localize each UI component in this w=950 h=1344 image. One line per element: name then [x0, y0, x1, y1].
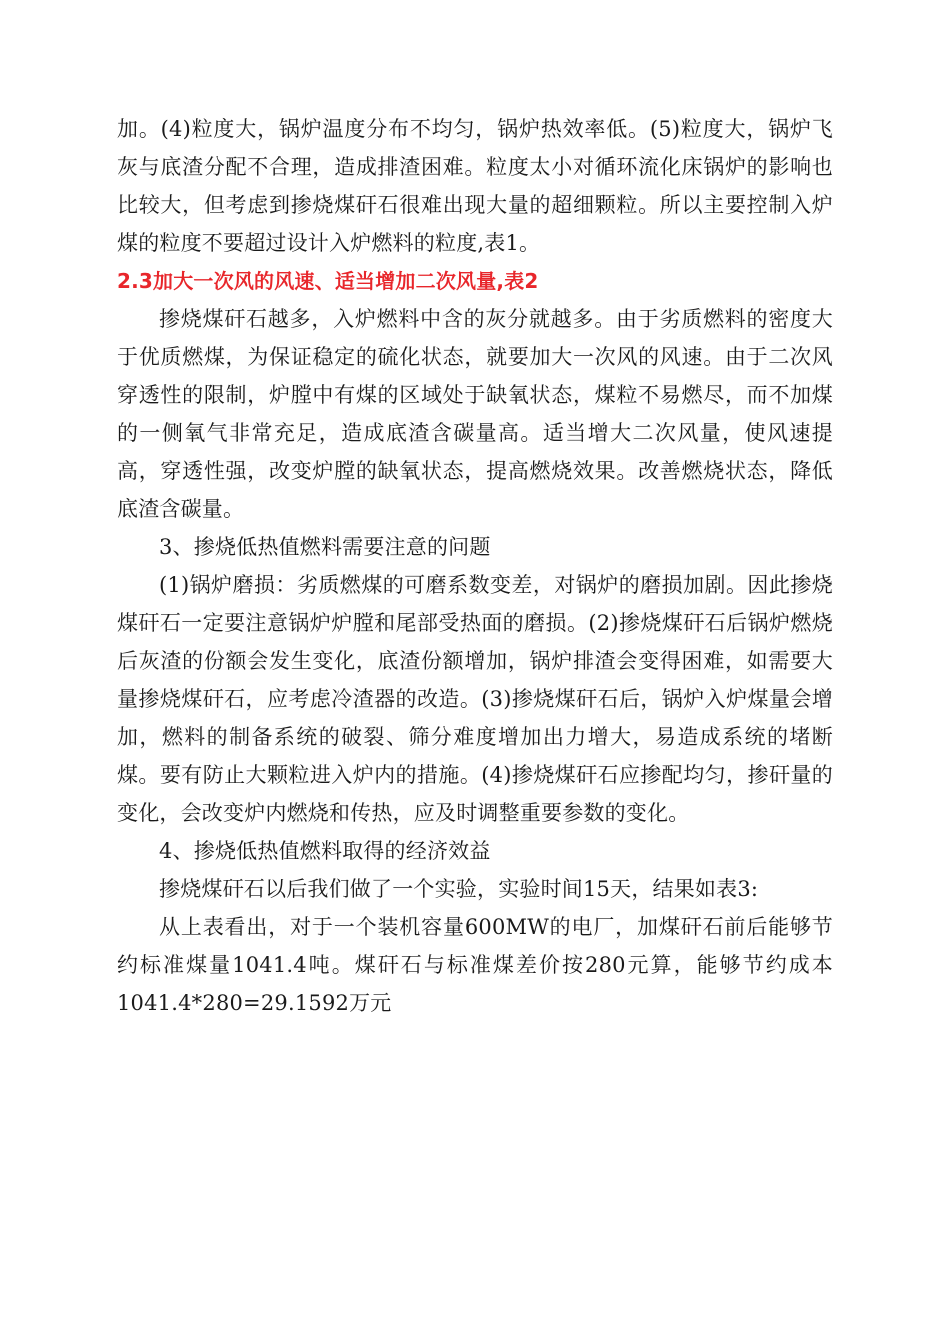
subsection-heading-2-3: 2.3加大一次风的风速、适当增加二次风量,表2 [117, 269, 539, 293]
paragraph-air-speed: 掺烧煤矸石越多，入炉燃料中含的灰分就越多。由于劣质燃料的密度大于优质燃煤，为保证稳定的硫化状态，就要加大一次风的风速。由于二次风穿透性的限制，炉膛中有煤的区域处于缺氧状态，煤粒不易燃尽，而不加煤的一侧氧气非常充足，造成底渣含碳量高。适当增大二次风量，使风速提高，穿透性强，改变炉膛的缺氧状态，提高燃烧效果。改善燃烧状态，降低底渣含碳量。 [117, 307, 833, 521]
paragraph-economic-result: 从上表看出，对于一个装机容量600MW的电厂，加煤矸石前后能够节约标准煤量1041.4吨。煤矸石与标准煤差价按280元算，能够节约成本1041.4*280=29.1592万元 [117, 915, 833, 1015]
paragraph-granularity-continued: 加。(4)粒度大，锅炉温度分布不均匀，锅炉热效率低。(5)粒度大，锅炉飞灰与底渣分配不合理，造成排渣困难。粒度太小对循环流化床锅炉的影响也比较大，但考虑到掺烧煤矸石很难出现大量的超细颗粒。所以主要控制入炉煤的粒度不要超过设计入炉燃料的粒度,表1。 [117, 117, 833, 255]
paragraph-issues: (1)锅炉磨损：劣质燃煤的可磨系数变差，对锅炉的磨损加剧。因此掺烧煤矸石一定要注意锅炉炉膛和尾部受热面的磨损。(2)掺烧煤矸石后锅炉燃烧后灰渣的份额会发生变化，底渣份额增加，锅炉排渣会变得困难，如需要大量掺烧煤矸石，应考虑冷渣器的改造。(3)掺烧煤矸石后，锅炉入炉煤量会增加，燃料的制备系统的破裂、筛分难度增加出力增大，易造成系统的堵断煤。要有防止大颗粒进入炉内的措施。(4)掺烧煤矸石应掺配均匀，掺矸量的变化，会改变炉内燃烧和传热，应及时调整重要参数的变化。 [117, 573, 833, 825]
section-heading-4: 4、掺烧低热值燃料取得的经济效益 [159, 839, 491, 863]
paragraph-experiment: 掺烧煤矸石以后我们做了一个实验，实验时间15天，结果如表3: [159, 877, 759, 901]
section-heading-3: 3、掺烧低热值燃料需要注意的问题 [159, 535, 491, 559]
document-page [117, 110, 833, 1022]
